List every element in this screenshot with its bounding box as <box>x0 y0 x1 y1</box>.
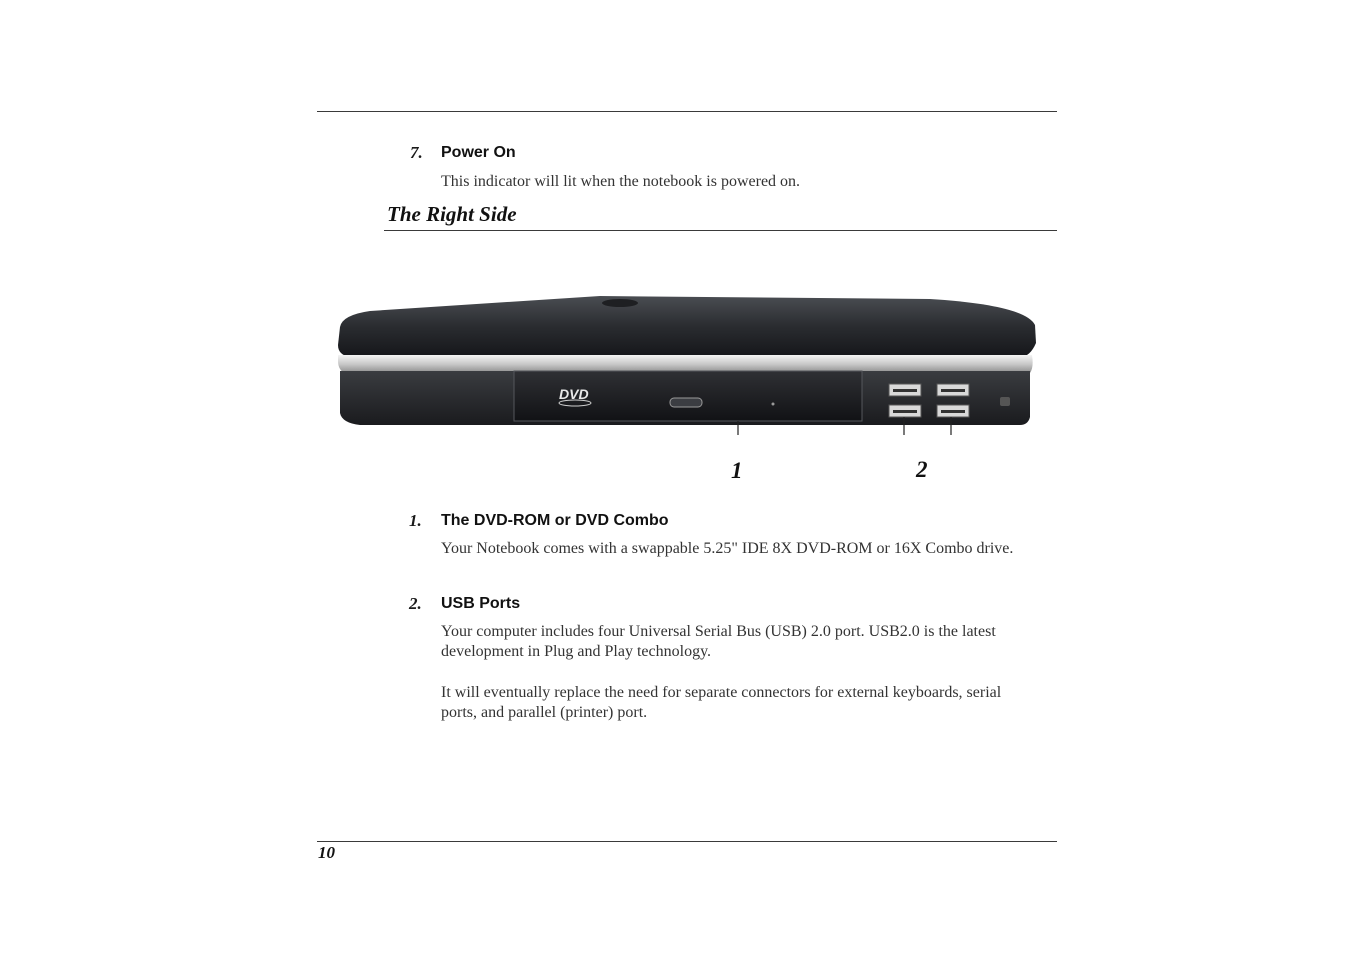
item-1-number: 1. <box>409 511 422 530</box>
page-number: 10 <box>318 843 335 862</box>
lock-slot-icon <box>1000 397 1010 406</box>
item-2-number: 2. <box>409 594 422 613</box>
callout-1: 1 <box>731 458 743 483</box>
item-7-number: 7. <box>410 143 423 162</box>
item-7-description: This indicator will lit when the notebook is powered on. <box>441 173 801 190</box>
section-title: The Right Side <box>387 202 517 226</box>
header-rule <box>317 111 1057 112</box>
item-1-description: Your Notebook comes with a swappable 5.25" IDE 8X DVD-ROM or 16X Combo drive. <box>441 540 1014 557</box>
item-2-paragraph-2: It will eventually replace the need for separate connectors for external keyboards, serial ports, and parallel (printer) port. <box>441 684 1002 721</box>
item-2-heading: USB Ports <box>441 595 521 612</box>
footer-rule <box>317 841 1057 842</box>
laptop-right-side-image <box>330 285 1050 435</box>
dvd-logo-icon: DVD <box>559 386 589 402</box>
section-rule <box>384 230 1057 231</box>
item-1-heading: The DVD-ROM or DVD Combo <box>441 512 669 529</box>
item-7-heading: Power On <box>441 144 516 161</box>
item-2-paragraph-1: Your computer includes four Universal Serial Bus (USB) 2.0 port. USB2.0 is the latest development in Plug and Play technology. <box>441 623 996 660</box>
callout-2: 2 <box>916 457 928 482</box>
